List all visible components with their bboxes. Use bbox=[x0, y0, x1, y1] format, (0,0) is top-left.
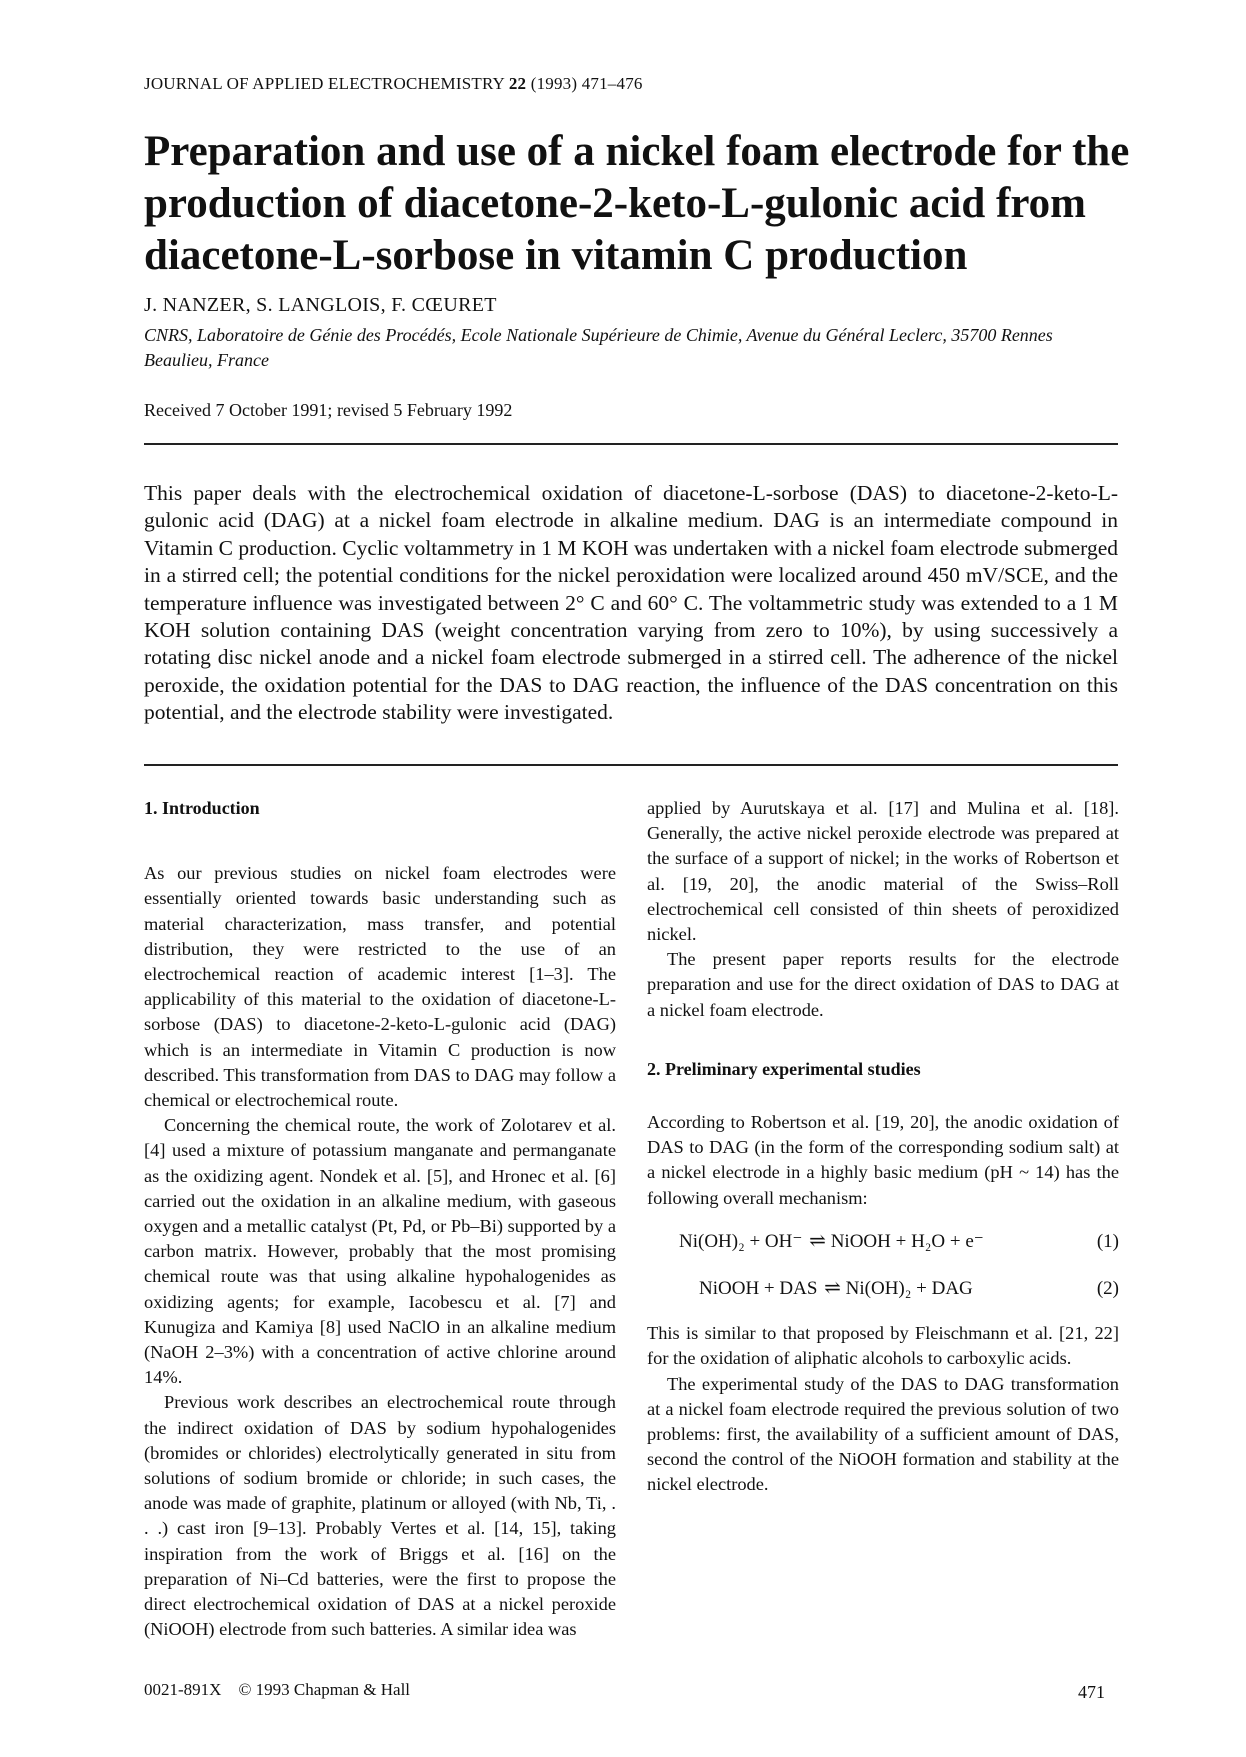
paragraph-continued: applied by Aurutskaya et al. [17] and Mulina et al. [18]. Generally, the active nickel peroxide electrode was prepared at the surface of a support of nickel; in the works of Robertson et al. [19, 20], the anodic material of the Swiss–Roll electrochemical cell consisted of thin sheets of peroxidized nickel. bbox=[647, 798, 1119, 945]
page-number: 471 bbox=[1078, 1682, 1105, 1702]
paragraph: As our previous studies on nickel foam electrodes were essentially oriented towards basic understanding such as material characterization, mass transfer, and potential distribution, they were restricted to the use of an electrochemical reaction of academic interest [1–3]. The applicability of this material to the oxidation of diacetone-L-sorbose (DAS) to diacetone-2-keto-L-gulonic acid (DAG) which is an intermediate in Vitamin C production is now described. This transformation from DAS to DAG may follow a chemical or electrochemical route. bbox=[144, 863, 616, 1111]
column-left bbox=[144, 796, 616, 1643]
section-heading-preliminary: 2. Preliminary experimental studies bbox=[647, 1058, 921, 1079]
equation-1-right: NiOOH + H₂O + e⁻ bbox=[830, 1230, 984, 1252]
rule-bottom bbox=[144, 764, 1118, 766]
journal-volume: 22 bbox=[508, 74, 527, 93]
abstract: This paper deals with the electrochemical oxidation of diacetone-L-sorbose (DAS) to diacetone-2-keto-L-gulonic acid (DAG) at a nickel foam electrode in alkaline medium. DAG is an intermediate compound in Vitamin C production. Cyclic voltammetry in 1 M KOH was undertaken with a nickel foam electrode submerged in a stirred cell; the potential conditions for the nickel peroxidation were localized around 450 mV/SCE, and the temperature influence was investigated between 2° C and 60° C. The voltammetric study was extended to a 1 M KOH solution containing DAS (weight concentration varying from zero to 10%), by using successively a rotating disc nickel anode and a nickel foam electrode submerged in a stirred cell. The adherence of the nickel peroxide, the oxidation potential for the DAS to DAG reaction, the influence of the DAS concentration on this potential, and the electrode stability were investigated. bbox=[144, 481, 1118, 725]
equation-1 bbox=[647, 1229, 1119, 1254]
footer-copyright: © 1993 Chapman & Hall bbox=[238, 1680, 411, 1699]
footer-issn-copyright bbox=[144, 1680, 410, 1700]
authors: J. NANZER, S. LANGLOIS, F. CŒURET bbox=[144, 294, 497, 316]
footer-issn: 0021-891X bbox=[144, 1680, 222, 1699]
equation-2 bbox=[647, 1276, 1119, 1301]
equilibrium-arrow-icon: ⇌ bbox=[824, 1277, 839, 1300]
affiliation: CNRS, Laboratoire de Génie des Procédés, Ecole Nationale Supérieure de Chimie, Avenue du Général Leclerc, 35700 Rennes Beaulieu, France bbox=[144, 325, 1053, 370]
column-right bbox=[647, 796, 1119, 1498]
paragraph: The experimental study of the DAS to DAG transformation at a nickel foam electrode required the previous solution of two problems: first, the availability of a sufficient amount of DAS, second the control of the NiOOH formation and stability at the nickel electrode. bbox=[647, 1373, 1119, 1495]
equation-2-right: Ni(OH)₂ + DAG bbox=[845, 1278, 973, 1300]
paragraph: Concerning the chemical route, the work of Zolotarev et al. [4] used a mixture of potassium manganate and permanganate as the oxidizing agent. Nondek et al. [5], and Hronec et al. [6] carried out the oxidation in an alkaline medium, with gaseous oxygen and a metallic catalyst (Pt, Pd, or Pb–Bi) supported by a carbon matrix. However, probably that the most promising chemical route was that using alkaline hypohalogenides as oxidizing agents; for example, Iacobescu et al. [7] and Kunugiza and Kamiya [8] used NaClO in an alkaline medium (NaOH 2–3%) with a concentration of active chlorine around 14%. bbox=[144, 1115, 616, 1388]
section-heading-introduction: 1. Introduction bbox=[144, 798, 260, 818]
received-dates: Received 7 October 1991; revised 5 February 1992 bbox=[144, 400, 513, 420]
equilibrium-arrow-icon: ⇌ bbox=[809, 1229, 824, 1252]
paper-title: Preparation and use of a nickel foam electrode for the production of diacetone-2-keto-L-gulonic acid from diacetone-L-sorbose in vitamin C production bbox=[144, 128, 1130, 279]
equation-2-number: (2) bbox=[1096, 1278, 1119, 1300]
rule-top bbox=[144, 443, 1118, 445]
paragraph: The present paper reports results for the electrode preparation and use for the direct oxidation of DAS to DAG at a nickel foam electrode. bbox=[647, 949, 1119, 1020]
journal-year-pages: (1993) 471–476 bbox=[530, 74, 643, 93]
journal-name: JOURNAL OF APPLIED ELECTROCHEMISTRY bbox=[144, 74, 505, 93]
equation-2-left: NiOOH + DAS bbox=[699, 1278, 818, 1300]
paragraph: According to Robertson et al. [19, 20], the anodic oxidation of DAS to DAG (in the form of the corresponding sodium salt) at a nickel electrode in a highly basic medium (pH ~ 14) has the following overall mechanism: bbox=[647, 1112, 1119, 1208]
journal-header bbox=[144, 74, 643, 94]
equation-1-number: (1) bbox=[1096, 1230, 1119, 1252]
paragraph: This is similar to that proposed by Fleischmann et al. [21, 22] for the oxidation of aliphatic alcohols to carboxylic acids. bbox=[647, 1323, 1119, 1369]
paragraph: Previous work describes an electrochemical route through the indirect oxidation of DAS by sodium hypohalogenides (bromides or chlorides) electrolytically generated in situ from solutions of sodium bromide or chloride; in such cases, the anode was made of graphite, platinum or alloyed (with Nb, Ti, . . .) cast iron [9–13]. Probably Vertes et al. [14, 15], taking inspiration from the work of Briggs et al. [16] on the preparation of Ni–Cd batteries, were the first to propose the direct electrochemical oxidation of DAS at a nickel peroxide (NiOOH) electrode from such batteries. A similar idea was bbox=[144, 1392, 616, 1640]
equation-1-left: Ni(OH)₂ + OH⁻ bbox=[679, 1230, 803, 1252]
